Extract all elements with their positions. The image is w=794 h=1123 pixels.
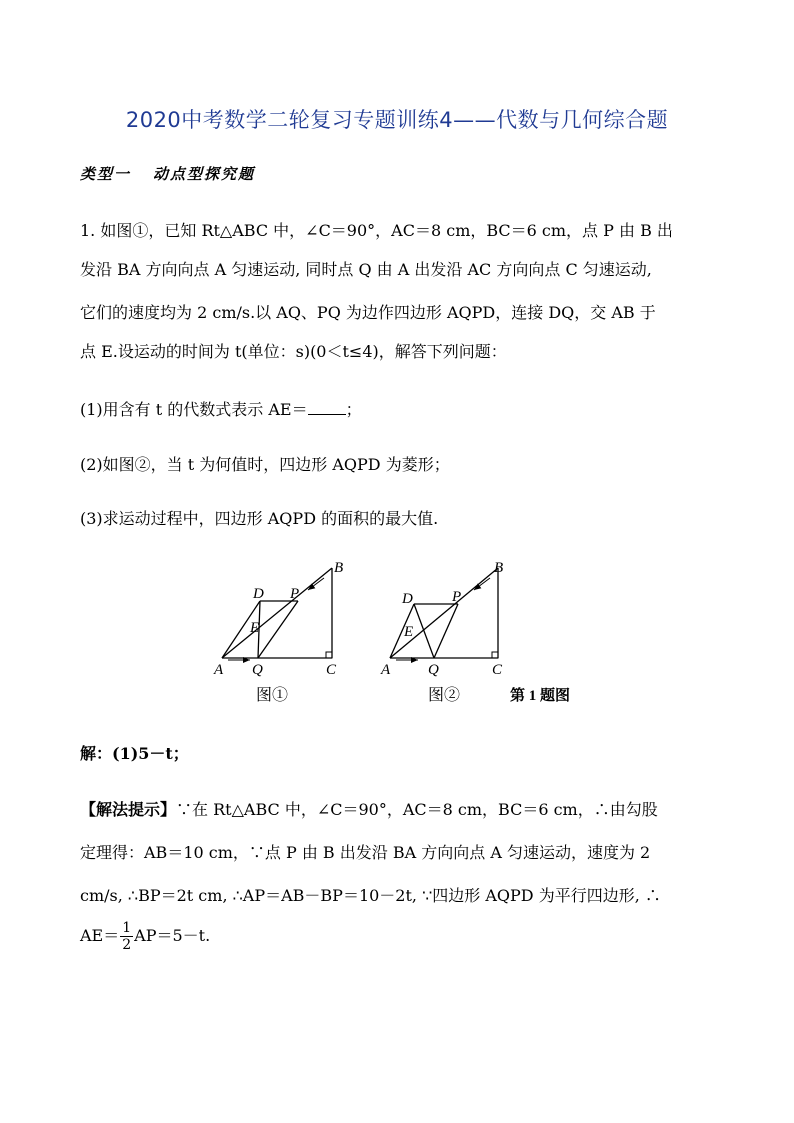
hint-text-4b: AP＝5－t. xyxy=(134,926,211,945)
fig1-side-ab xyxy=(222,568,332,658)
fig2-label-e: E xyxy=(404,624,414,640)
fig1-side-pq xyxy=(258,601,298,658)
fig2-label-b: B xyxy=(494,560,504,576)
fig1-label-e: E xyxy=(250,620,260,636)
section-type: 类型一 xyxy=(80,165,132,183)
fig1-caption: 图① xyxy=(256,687,289,704)
question-1 xyxy=(80,397,362,420)
fig2-label-q: Q xyxy=(428,662,439,678)
fig1-label-p: P xyxy=(290,586,300,602)
fig1-arrow-p xyxy=(308,578,324,590)
section-topic: 动点型探究题 xyxy=(153,165,256,183)
hint-line-1 xyxy=(80,797,658,820)
page-title: 2020中考数学二轮复习专题训练4——代数与几何综合题 xyxy=(125,108,669,132)
hint-line-4 xyxy=(80,920,210,953)
fig2-label-a: A xyxy=(381,662,391,678)
question-1-text: (1)用含有 t 的代数式表示 AE＝ xyxy=(80,400,308,419)
hint-text-4a: AE＝ xyxy=(80,926,120,945)
section-heading xyxy=(80,163,255,184)
figure-2 xyxy=(380,560,570,704)
fig2-label-c: C xyxy=(492,662,503,678)
problem-line-1: 1. 如图①，已知 Rt△ABC 中，∠C＝90°，AC＝8 cm，BC＝6 cm，点 P 由 B 出 xyxy=(80,221,673,240)
problem-line-3: 它们的速度均为 2 cm/s.以 AQ、PQ 为边作四边形 AQPD，连接 DQ，交 AB 于 xyxy=(80,303,656,322)
figure-1 xyxy=(213,560,343,704)
fraction-numerator: 1 xyxy=(122,920,132,936)
solution-answer: 解：(1)5－t； xyxy=(80,744,189,763)
fig2-right-angle xyxy=(492,652,498,658)
fig2-diag-dq xyxy=(414,604,434,658)
hint-line-2: 定理得：AB＝10 cm，∵点 P 由 B 出发沿 BA 方向向点 A 匀速运动，速度为 2 xyxy=(80,843,651,862)
hint-line-3: cm/s, ∴BP＝2t cm, ∴AP＝AB－BP＝10－2t, ∵四边形 AQPD 为平行四边形, ∴ xyxy=(80,886,661,905)
fig2-arrow-p xyxy=(474,578,490,590)
fig1-right-angle xyxy=(326,652,332,658)
question-3: (3)求运动过程中，四边形 AQPD 的面积的最大值. xyxy=(80,509,439,528)
fig1-label-d: D xyxy=(253,586,264,602)
hint-text-1: ∵在 Rt△ABC 中，∠C＝90°，AC＝8 cm，BC＝6 cm，∴由勾股 xyxy=(176,800,658,819)
geometry-figure xyxy=(190,556,620,716)
fig1-label-c: C xyxy=(326,662,337,678)
fig2-side-ab xyxy=(390,568,498,658)
fig2-label-d: D xyxy=(402,591,413,607)
problem-line-2: 发沿 BA 方向向点 A 匀速运动, 同时点 Q 由 A 出发沿 AC 方向向点 C 匀速运动, xyxy=(80,260,652,279)
fig2-label-p: P xyxy=(452,589,462,605)
fraction-denominator: 2 xyxy=(122,937,132,953)
figure-caption: 第 1 题图 xyxy=(510,688,571,704)
answer-blank xyxy=(308,402,346,415)
question-2: (2)如图②，当 t 为何值时，四边形 AQPD 为菱形； xyxy=(80,455,450,474)
hint-label: 【解法提示】 xyxy=(80,800,177,819)
fig2-caption: 图② xyxy=(428,687,461,704)
fig1-label-b: B xyxy=(334,560,344,576)
fig1-label-q: Q xyxy=(252,662,263,678)
fig1-label-a: A xyxy=(214,662,224,678)
question-1-end: ； xyxy=(345,400,362,419)
problem-line-4: 点 E.设运动的时间为 t(单位：s)(0＜t≤4)，解答下列问题： xyxy=(80,342,507,361)
fraction-half xyxy=(120,920,133,953)
